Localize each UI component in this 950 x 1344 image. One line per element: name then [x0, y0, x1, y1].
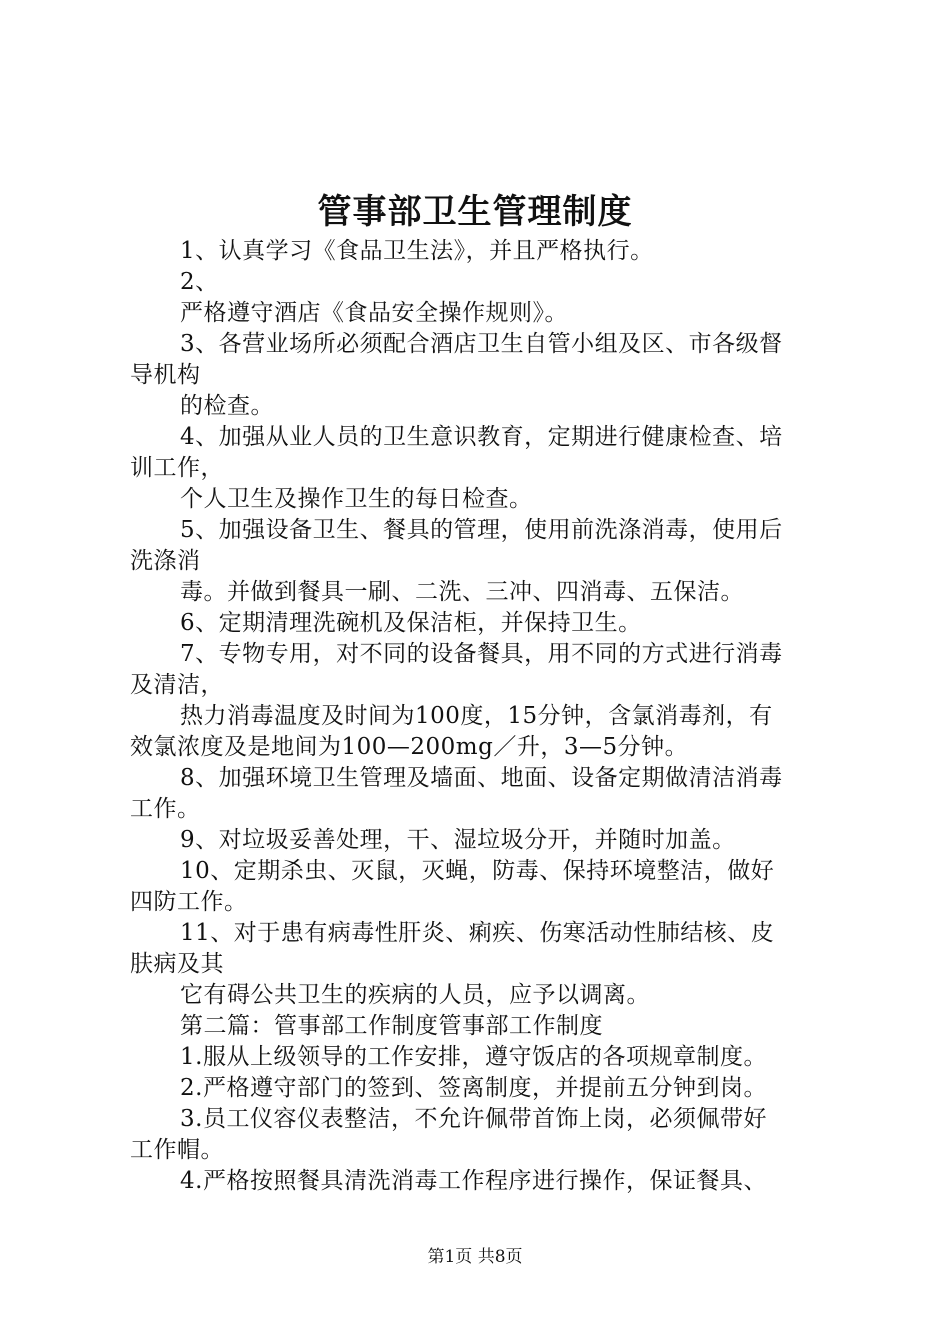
- paragraph-line: 1、认真学习《食品卫生法》，并且严格执行。: [180, 238, 654, 264]
- paragraph-line: 洗涤消: [130, 548, 201, 574]
- document-body: [130, 236, 835, 1197]
- paragraph-line: 训工作，: [130, 455, 224, 481]
- paragraph-line: 11、对于患有病毒性肝炎、痢疾、伤寒活动性肺结核、皮: [180, 920, 775, 946]
- paragraph-line: 5、加强设备卫生、餐具的管理，使用前洗涤消毒，使用后: [180, 517, 783, 543]
- paragraph-line: 毒。并做到餐具一刷、二洗、三冲、四消毒、五保洁。: [180, 579, 744, 605]
- section-heading: 第二篇：管事部工作制度管事部工作制度: [180, 1013, 603, 1039]
- paragraph-line: 9、对垃圾妥善处理，干、湿垃圾分开，并随时加盖。: [180, 827, 736, 853]
- paragraph-line: 严格遵守酒店《食品安全操作规则》。: [180, 300, 568, 326]
- paragraph-line: 效氯浓度及是地间为100—200mg／升，3—5分钟。: [130, 734, 689, 760]
- paragraph-line: 个人卫生及操作卫生的每日检查。: [180, 486, 533, 512]
- paragraph-line: 的检查。: [180, 393, 274, 419]
- paragraph-line: 及清洁，: [130, 672, 224, 698]
- paragraph-line: 3.员工仪容仪表整洁，不允许佩带首饰上岗，必须佩带好: [180, 1106, 767, 1132]
- paragraph-line: 1.服从上级领导的工作安排，遵守饭店的各项规章制度。: [180, 1044, 767, 1070]
- paragraph-line: 导机构: [130, 362, 201, 388]
- paragraph-line: 工作。: [130, 796, 201, 822]
- paragraph-line: 3、各营业场所必须配合酒店卫生自管小组及区、市各级督: [180, 331, 783, 357]
- paragraph-line: 8、加强环境卫生管理及墙面、地面、设备定期做清洁消毒: [180, 765, 783, 791]
- paragraph-line: 10、定期杀虫、灭鼠，灭蝇，防毒、保持环境整洁，做好: [180, 858, 775, 884]
- paragraph-line: 工作帽。: [130, 1137, 224, 1163]
- paragraph-line: 4.严格按照餐具清洗消毒工作程序进行操作，保证餐具、: [180, 1168, 767, 1194]
- paragraph-line: 2、: [180, 269, 219, 295]
- paragraph-line: 2.严格遵守部门的签到、签离制度，并提前五分钟到岗。: [180, 1075, 767, 1101]
- paragraph-line: 7、专物专用，对不同的设备餐具，用不同的方式进行消毒: [180, 641, 783, 667]
- paragraph-line: 热力消毒温度及时间为100度，15分钟，含氯消毒剂，有: [180, 703, 773, 729]
- paragraph-line: 肤病及其: [130, 951, 224, 977]
- paragraph-line: 它有碍公共卫生的疾病的人员，应予以调离。: [180, 982, 650, 1008]
- paragraph-line: 四防工作。: [130, 889, 248, 915]
- paragraph-line: 4、加强从业人员的卫生意识教育，定期进行健康检查、培: [180, 424, 783, 450]
- document-title: 管事部卫生管理制度: [317, 192, 633, 232]
- paragraph-line: 6、定期清理洗碗机及保洁柜，并保持卫生。: [180, 610, 642, 636]
- page-number-footer: 第1页 共8页: [427, 1247, 523, 1267]
